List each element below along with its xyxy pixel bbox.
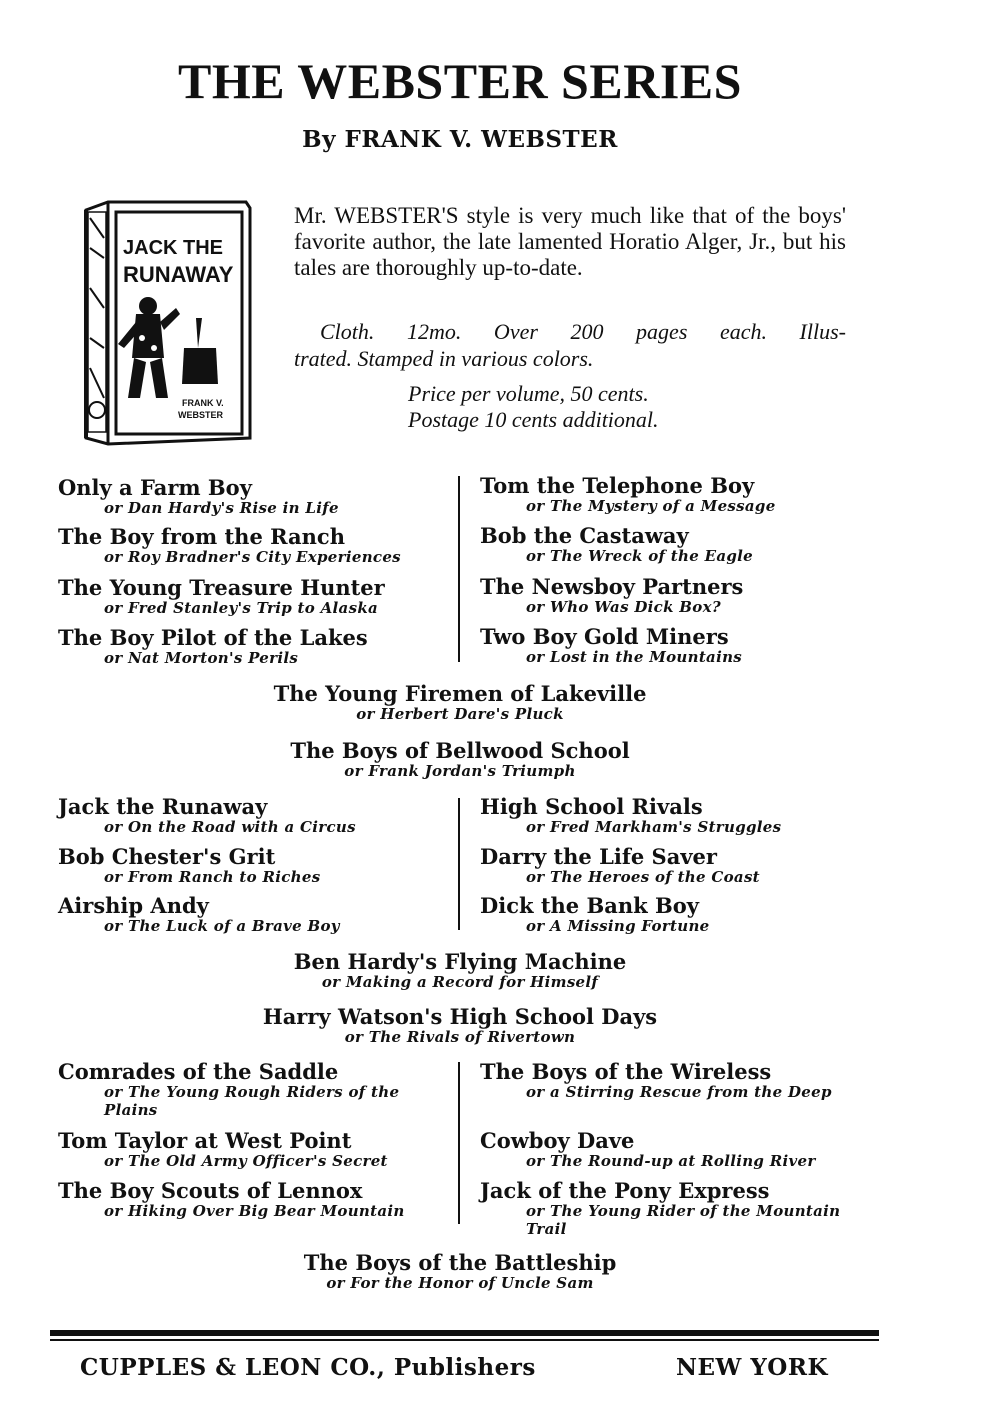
book-title: The Boys of Bellwood School — [290, 738, 630, 763]
book-title: Tom the Telephone Boy — [480, 473, 755, 498]
book-entry — [58, 576, 385, 617]
book-title: Bob Chester's Grit — [58, 844, 276, 869]
book-title: Two Boy Gold Miners — [480, 624, 729, 649]
book-title: The Boy from the Ranch — [58, 524, 345, 549]
book-subtitle: or Who Was Dick Box? — [526, 598, 721, 616]
book-specifications — [294, 318, 846, 372]
book-subtitle: or Frank Jordan's Triumph — [344, 762, 576, 780]
book-entry — [58, 476, 339, 517]
book-subtitle: or The Wreck of the Eagle — [526, 547, 753, 565]
book-entry — [480, 894, 710, 935]
book-title: The Boy Scouts of Lennox — [58, 1178, 363, 1203]
book-title: Jack of the Pony Express — [480, 1178, 770, 1203]
footer-rule-thick — [50, 1330, 879, 1336]
book-title: Comrades of the Saddle — [58, 1059, 339, 1084]
book-entry — [58, 1060, 444, 1119]
price-info — [408, 381, 848, 433]
book-entry — [480, 474, 776, 515]
book-title: Cowboy Dave — [480, 1128, 635, 1153]
book-title: The Young Firemen of Lakeville — [273, 681, 647, 706]
book-subtitle: or Roy Bradner's City Experiences — [104, 548, 401, 566]
book-title: Harry Watson's High School Days — [262, 1004, 658, 1029]
book-subtitle: or The Rivals of Rivertown — [344, 1028, 576, 1046]
column-divider — [458, 476, 460, 662]
book-entry — [480, 845, 760, 886]
book-entry — [0, 950, 920, 991]
book-subtitle: or From Ranch to Riches — [104, 868, 321, 886]
book-entry — [58, 626, 368, 667]
book-entry — [480, 524, 753, 565]
postage-line: Postage 10 cents additional. — [408, 407, 659, 432]
book-subtitle: or Lost in the Mountains — [526, 648, 743, 666]
book-subtitle: or The Luck of a Brave Boy — [104, 917, 340, 935]
cover-title-line1: JACK THE — [123, 237, 224, 259]
price-line: Price per volume, 50 cents. — [408, 381, 649, 406]
book-entry — [480, 625, 742, 666]
footer-rule-thin — [50, 1339, 879, 1341]
book-subtitle: or Making a Record for Himself — [321, 973, 599, 991]
book-entry — [58, 894, 340, 935]
book-subtitle: or For the Honor of Uncle Sam — [326, 1274, 594, 1292]
column-divider — [458, 798, 460, 930]
book-entry — [58, 1129, 388, 1170]
book-title: The Boy Pilot of the Lakes — [58, 625, 368, 650]
book-entry — [0, 1005, 920, 1046]
book-title: Ben Hardy's Flying Machine — [293, 949, 627, 974]
book-title: Bob the Castaway — [480, 523, 689, 548]
book-entry — [480, 1129, 816, 1170]
spec-line-2: trated. Stamped in various colors. — [294, 346, 594, 371]
book-entry — [0, 739, 920, 780]
book-cover-illustration — [78, 198, 258, 448]
book-subtitle: or Hiking Over Big Bear Mountain — [104, 1202, 405, 1220]
book-title: The Newsboy Partners — [480, 574, 744, 599]
book-subtitle: or Herbert Dare's Pluck — [356, 705, 564, 723]
book-subtitle: or The Old Army Officer's Secret — [104, 1152, 388, 1170]
book-entry — [480, 1179, 866, 1238]
book-subtitle: or a Stirring Rescue from the Deep — [526, 1083, 832, 1101]
book-subtitle: or Fred Stanley's Trip to Alaska — [104, 599, 379, 617]
book-title: Airship Andy — [58, 893, 209, 918]
book-entry — [58, 525, 401, 566]
book-entry — [58, 1179, 405, 1220]
book-entry — [58, 845, 320, 886]
book-subtitle: or Dan Hardy's Rise in Life — [104, 499, 339, 517]
publisher-name: CUPPLES & LEON CO., Publishers — [80, 1354, 536, 1381]
book-title: Tom Taylor at West Point — [58, 1128, 352, 1153]
intro-description: Mr. WEBSTER'S style is very much like that of the boys' favorite author, the late lamented Horatio Alger, Jr., but his tales are thoroughly up-to-date. — [294, 203, 846, 280]
book-subtitle: or The Round-up at Rolling River — [526, 1152, 816, 1170]
cover-author-line2: WEBSTER — [178, 410, 223, 420]
author-byline: By FRANK V. WEBSTER — [302, 126, 618, 153]
book-entry — [58, 795, 356, 836]
cover-title-line2: RUNAWAY — [123, 262, 234, 287]
book-title: Jack the Runaway — [58, 794, 268, 819]
book-entry — [480, 575, 743, 616]
book-subtitle: or On the Road with a Circus — [104, 818, 356, 836]
book-subtitle: or The Mystery of a Message — [526, 497, 776, 515]
book-entry — [480, 1060, 866, 1101]
spec-line-1: Cloth. 12mo. Over 200 pages each. Illus- — [320, 319, 846, 344]
column-divider — [458, 1062, 460, 1224]
book-title: The Boys of the Wireless — [480, 1059, 772, 1084]
book-title: High School Rivals — [480, 794, 703, 819]
publisher-city: NEW YORK — [676, 1354, 828, 1381]
book-subtitle: or The Young Rough Riders of the Plains — [104, 1083, 400, 1119]
book-entry — [0, 682, 920, 723]
page-title: THE WEBSTER SERIES — [178, 53, 742, 109]
cover-author-line1: FRANK V. — [182, 398, 224, 408]
book-title: The Boys of the Battleship — [303, 1250, 617, 1275]
book-subtitle: or The Young Rider of the Mountain Trail — [526, 1202, 841, 1238]
book-subtitle: or Nat Morton's Perils — [104, 649, 299, 667]
book-entry — [480, 795, 781, 836]
book-subtitle: or The Heroes of the Coast — [526, 868, 760, 886]
book-title: Darry the Life Saver — [480, 844, 717, 869]
book-title: Dick the Bank Boy — [480, 893, 699, 918]
book-title: Only a Farm Boy — [58, 475, 252, 500]
book-entry — [0, 1251, 920, 1292]
book-subtitle: or Fred Markham's Struggles — [526, 818, 782, 836]
book-title: The Young Treasure Hunter — [58, 575, 385, 600]
book-subtitle: or A Missing Fortune — [526, 917, 710, 935]
